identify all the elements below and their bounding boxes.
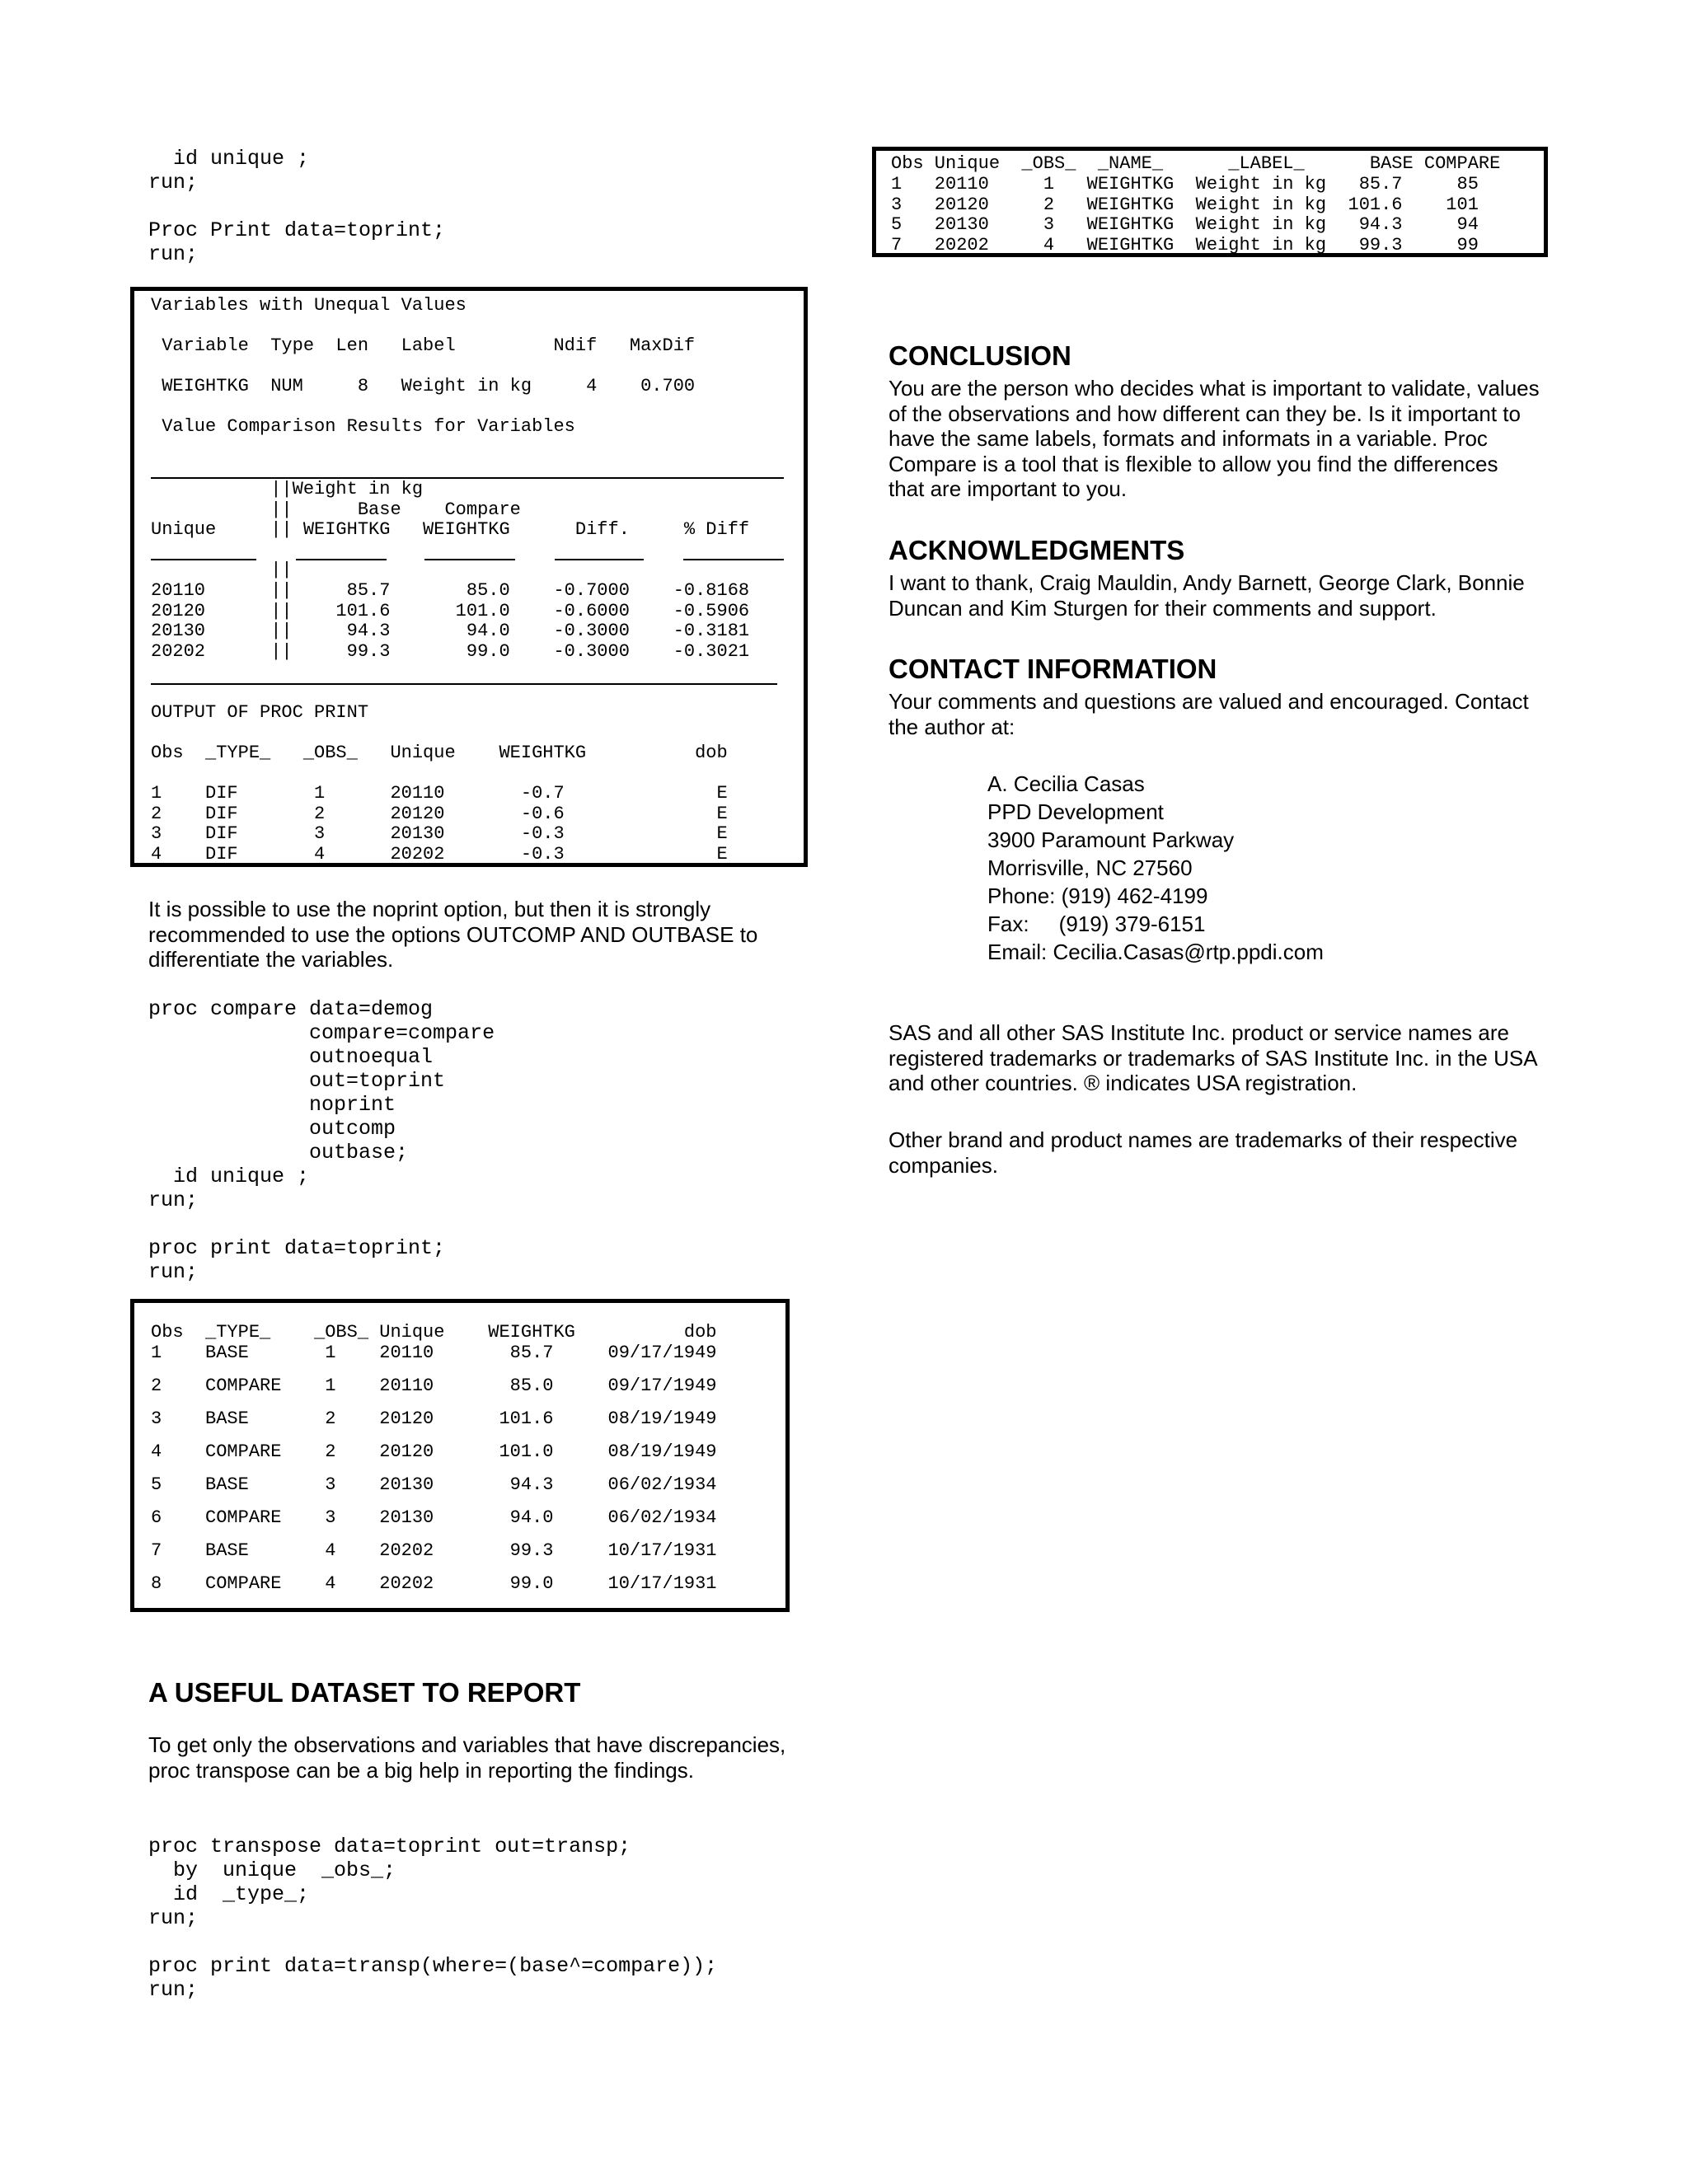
address-phone: Phone: (919) 462-4199 <box>987 883 1208 908</box>
output-proc-print-title: OUTPUT OF PROC PRINT <box>151 702 369 723</box>
transposed-output-box <box>872 147 1548 257</box>
trademark-notice: SAS and all other SAS Institute Inc. product or service names are registered trademarks or trademarks of SAS Institute Inc. in the USA and other countries. ® indicates USA registration. <box>889 1020 1537 1095</box>
variable-table-header: Variable Type Len Label Ndif MaxDif <box>151 335 696 356</box>
transpose-paragraph: To get only the observations and variables that have discrepancies, proc transpose can be a big help in reporting the findings. <box>148 1732 786 1783</box>
comparison-table-header: ||Weight in kg || Base Compare Unique || WEIGHTKG WEIGHTKG Diff. % Diff <box>151 479 750 540</box>
comparison-table-rows: 20110 || 85.7 85.0 -0.7000 -0.8168 20120 || 101.6 101.0 -0.6000 -0.5906 20130 || 94.3 94.0 -0.3000 -0.3181 20202 || 99.3 99.0 -0.3000 -0.3021 <box>151 580 750 662</box>
toprint-row-3: 3 BASE 2 20120 101.6 08/19/1949 <box>151 1408 717 1429</box>
toprint-row-1: 1 BASE 1 20110 85.7 09/17/1949 <box>151 1343 717 1363</box>
print-table-header: Obs _TYPE_ _OBS_ Unique WEIGHTKG dob <box>151 743 728 763</box>
toprint-row-6: 6 COMPARE 3 20130 94.0 06/02/1934 <box>151 1507 717 1528</box>
other-brands-notice: Other brand and product names are trademarks of their respective companies. <box>889 1127 1518 1178</box>
comparison-table-spacer: || <box>151 560 293 580</box>
toprint-row-4: 4 COMPARE 2 20120 101.0 08/19/1949 <box>151 1441 717 1462</box>
toprint-row-7: 7 BASE 4 20202 99.3 10/17/1931 <box>151 1540 717 1561</box>
heading-useful-dataset: A USEFUL DATASET TO REPORT <box>148 1677 581 1708</box>
heading-contact-information: CONTACT INFORMATION <box>889 654 1217 684</box>
col-rule-diff <box>555 559 644 560</box>
code-proc-transpose: proc transpose data=toprint out=transp; by unique _obs_; id _type_; run; proc print data=transp(where=(base^=compare)); run; <box>148 1835 718 2002</box>
code-proc-compare: proc compare data=demog compare=compare outnoequal out=toprint noprint outcomp outbase; id unique ; run; proc print data=toprint; run; <box>148 997 495 1284</box>
address-fax: Fax: (919) 379-6151 <box>987 912 1206 936</box>
col-rule-compare <box>424 559 515 560</box>
transposed-table-rows: 1 20110 1 WEIGHTKG Weight in kg 85.7 85 3 20120 2 WEIGHTKG Weight in kg 101.6 101 5 20130 3 WEIGHTKG Weight in kg 94.3 94 7 20202 4 WEIGHTKG Weight in kg 99.3 99 <box>891 174 1479 255</box>
address-email[interactable]: Email: Cecilia.Casas@rtp.ppdi.com <box>987 940 1324 964</box>
transposed-table-header: Obs Unique _OBS_ _NAME_ _LABEL_ BASE COMPARE <box>891 153 1501 174</box>
address-company: PPD Development <box>987 799 1164 824</box>
code-id-unique-print: id unique ; run; Proc Print data=toprint; run; <box>148 147 446 266</box>
contact-text: Your comments and questions are valued and encouraged. Contact the author at: <box>889 689 1529 739</box>
unequal-values-title: Variables with Unequal Values <box>151 295 467 316</box>
proc-print-output-box <box>130 1299 790 1612</box>
print-table-rows: 1 DIF 1 20110 -0.7 E 2 DIF 2 20120 -0.6 E 3 DIF 3 20130 -0.3 E 4 DIF 4 20202 -0.3 E <box>151 783 728 865</box>
heading-conclusion: CONCLUSION <box>889 340 1071 371</box>
acknowledgments-text: I want to thank, Craig Mauldin, Andy Barnett, George Clark, Bonnie Duncan and Kim Sturgen for their comments and support. <box>889 570 1525 621</box>
col-rule-base <box>296 559 387 560</box>
compare-output-box <box>130 287 808 867</box>
toprint-row-5: 5 BASE 3 20130 94.3 06/02/1934 <box>151 1474 717 1495</box>
toprint-table-header: Obs _TYPE_ _OBS_ Unique WEIGHTKG dob <box>151 1322 717 1343</box>
heading-acknowledgments: ACKNOWLEDGMENTS <box>889 535 1185 565</box>
address-name: A. Cecilia Casas <box>987 771 1145 796</box>
toprint-row-8: 8 COMPARE 4 20202 99.0 10/17/1931 <box>151 1573 717 1594</box>
conclusion-text: You are the person who decides what is important to validate, values of the observations and how different can they be. Is it important to have the same labels, formats and informats in a variable. Proc Compare is a tool that is flexible to allow you find the differences that are important to you. <box>889 376 1540 501</box>
author-address <box>987 770 1324 966</box>
address-city: Morrisville, NC 27560 <box>987 855 1193 880</box>
address-street: 3900 Paramount Parkway <box>987 827 1235 852</box>
noprint-paragraph: It is possible to use the noprint option, but then it is strongly recommended to use the options OUTCOMP AND OUTBASE to differentiate the variables. <box>148 897 758 972</box>
toprint-row-2: 2 COMPARE 1 20110 85.0 09/17/1949 <box>151 1376 717 1396</box>
col-rule-pctdiff <box>683 559 784 560</box>
variable-table-row: WEIGHTKG NUM 8 Weight in kg 4 0.700 <box>151 376 696 396</box>
value-comparison-title: Value Comparison Results for Variables <box>151 416 575 437</box>
table-bottom-rule <box>151 683 777 685</box>
